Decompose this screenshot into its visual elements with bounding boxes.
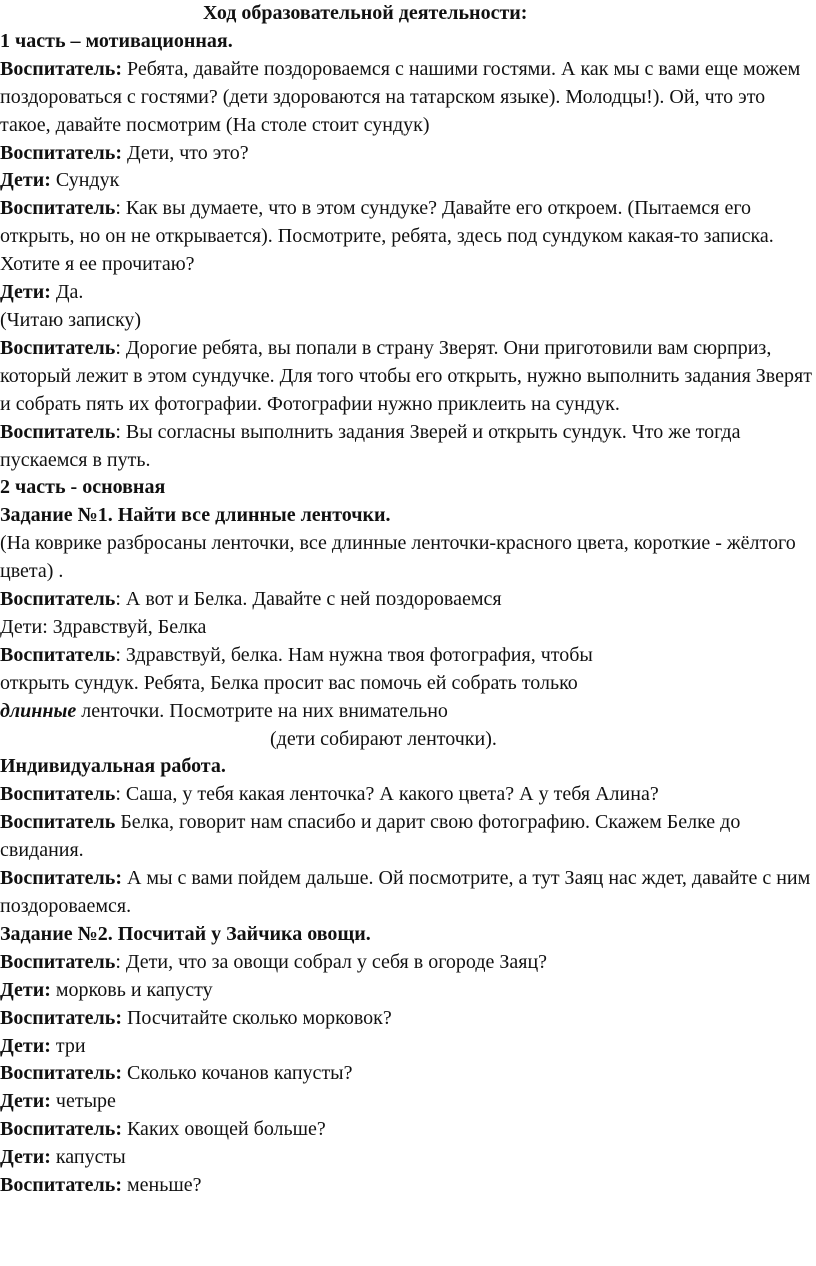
paragraph-text: ленточки. Посмотрите на них внимательно (76, 699, 448, 722)
paragraph-text: три (50, 1034, 86, 1057)
speaker-label: Воспитатель (0, 420, 116, 443)
task1-heading: Задание №1. Найти все длинные ленточки. (0, 504, 391, 527)
speaker-label: Воспитатель (0, 811, 116, 834)
paragraph (0, 1033, 814, 1061)
speaker-label: Воспитатель: (0, 1006, 122, 1029)
paragraph-text: : Саша, у тебя какая ленточка? А какого цвета? А у тебя Алина? (115, 783, 659, 806)
paragraph-text: Дети, что это? (121, 141, 249, 164)
speaker-label: Дети: (0, 1146, 51, 1169)
paragraph (0, 140, 814, 168)
paragraph (0, 977, 814, 1005)
paragraph-squirrel (0, 642, 814, 726)
speaker-label: Дети: (0, 281, 51, 304)
speaker-label: Воспитатель (0, 336, 116, 359)
paragraph (0, 1088, 814, 1116)
speaker-label: Дети: (0, 1034, 51, 1057)
speaker-label: Дети: (0, 978, 51, 1001)
paragraph-text: А мы с вами пойдем дальше. Ой посмотрите, а тут Заяц нас ждет, давайте с ним поздороваемся. (0, 867, 811, 917)
paragraph-greeting (0, 56, 814, 140)
paragraph (0, 195, 814, 279)
paragraph-text: Каких овощей больше? (121, 1118, 326, 1141)
stage-direction: (На коврике разбросаны ленточки, все длинные ленточки-красного цвета, короткие - жёлтого цвета) . (0, 532, 796, 583)
speaker-label: Воспитатель (0, 783, 116, 806)
speaker-label: Воспитатель: (0, 1118, 122, 1141)
paragraph-text: четыре (50, 1090, 116, 1113)
paragraph-text: меньше? (121, 1174, 202, 1197)
paragraph (0, 1116, 814, 1144)
paragraph (0, 167, 814, 195)
paragraph-text: Посчитайте сколько морковок? (121, 1006, 392, 1029)
paragraph-text: Сундук (50, 169, 120, 192)
paragraph-text: Белка, говорит нам спасибо и дарит свою фотографию. Скажем Белке до свидания. (0, 811, 741, 862)
task2-heading: Задание №2. Посчитай у Зайчика овощи. (0, 922, 371, 945)
individual-work-heading: Индивидуальная работа. (0, 755, 226, 778)
speaker-label: Воспитатель (0, 643, 116, 666)
speaker-label: Воспитатель (0, 588, 116, 611)
paragraph-text: Сколько кочанов капусты? (121, 1062, 353, 1085)
paragraph-text: : Здравствуй, белка. Нам нужна твоя фотография, чтобы (115, 643, 593, 666)
paragraph (0, 809, 814, 865)
part1-heading: 1 часть – мотивационная. (0, 29, 233, 52)
speaker-label: Дети: (0, 1090, 51, 1113)
paragraph (0, 949, 814, 977)
paragraph (0, 865, 814, 921)
stage-direction: (Читаю записку) (0, 308, 142, 331)
paragraph-text: : Вы согласны выполнить задания Зверей и открыть сундук. Что же тогда пускаемся в путь. (0, 420, 741, 471)
paragraph (0, 1172, 814, 1200)
emphasis-text: длинные (0, 699, 77, 722)
paragraph-text: открыть сундук. Ребята, Белка просит вас помочь ей собрать только (0, 671, 578, 694)
paragraph-text: : Дети, что за овощи собрал у себя в огороде Заяц? (115, 950, 548, 973)
speaker-label: Воспитатель (0, 197, 116, 220)
paragraph (0, 586, 814, 614)
document-title: Ход образовательной деятельности: (203, 2, 528, 24)
paragraph-text: : А вот и Белка. Давайте с ней поздороваемся (115, 588, 502, 611)
speaker-label: Воспитатель: (0, 141, 122, 164)
speaker-label: Воспитатель (0, 950, 116, 973)
speaker-label: Воспитатель: (0, 1062, 122, 1085)
paragraph (0, 419, 814, 475)
speaker-label: Воспитатель: (0, 57, 122, 80)
stage-direction: (дети собирают ленточки). (270, 727, 497, 750)
part2-heading: 2 часть - основная (0, 476, 166, 499)
paragraph-letter (0, 335, 814, 419)
paragraph (0, 781, 814, 809)
paragraph-text: морковь и капусту (50, 978, 213, 1001)
paragraph-text: : Как вы думаете, что в этом сундуке? Давайте его откроем. (Пытаемся его открыть, но он не открывается). Посмотрите, ребята, здесь под сундуком какая-то записка. Хотите я ее прочитаю? (0, 197, 774, 276)
paragraph-text: Ребята, давайте поздороваемся с нашими гостями. А как мы с вами еще можем поздороваться с гостями? (дети здороваются на татарском языке). Молодцы!). Ой, что это такое, давайте посмотрим (На столе стоит сундук) (0, 57, 801, 136)
speaker-label: Воспитатель: (0, 867, 122, 890)
paragraph: Дети: Здравствуй, Белка (0, 615, 207, 638)
paragraph (0, 1005, 814, 1033)
paragraph (0, 1060, 814, 1088)
paragraph (0, 279, 814, 307)
paragraph (0, 1144, 814, 1172)
paragraph-text: Да. (50, 281, 84, 304)
paragraph-text: капусты (50, 1146, 126, 1169)
speaker-label: Дети: (0, 169, 51, 192)
paragraph-text: : Дорогие ребята, вы попали в страну Зверят. Они приготовили вам сюрприз, который лежит в этом сундучке. Для того чтобы его открыть, нужно выполнить задания Зверят и собрать пять их фотографии. Фотографии нужно приклеить на сундук. (0, 336, 812, 415)
speaker-label: Воспитатель: (0, 1174, 122, 1197)
